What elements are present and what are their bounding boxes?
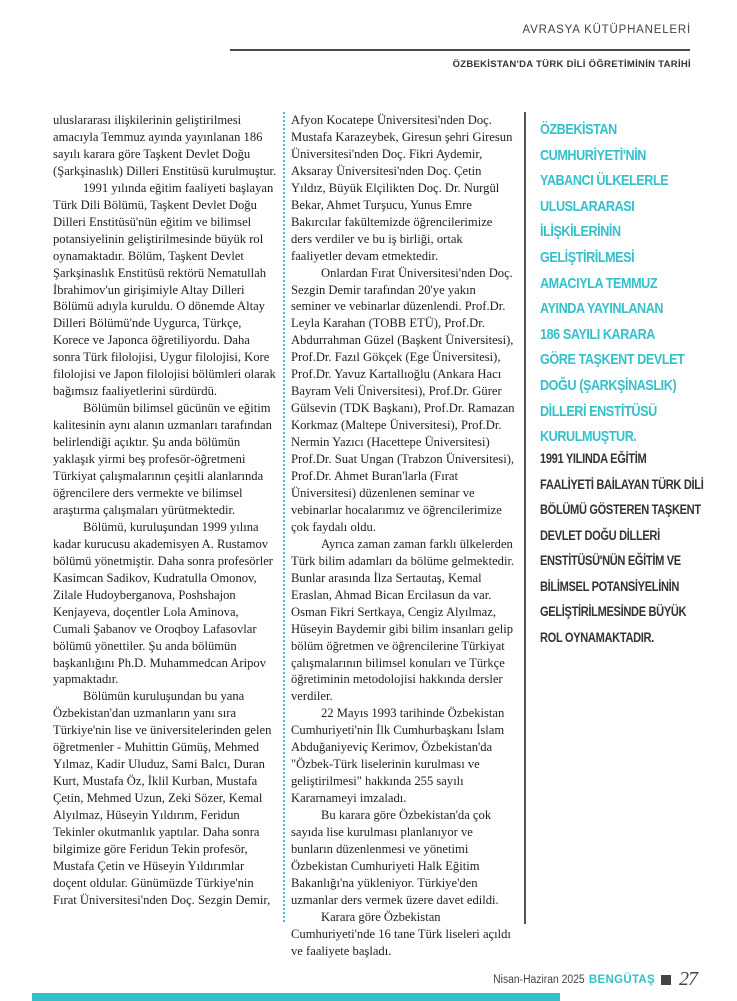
pull-quote-line: FAALİYETİ BAİLAYAN TÜRK DİLİ — [540, 476, 704, 492]
paragraph: 1991 yılında eğitim faaliyeti başlayan Türk Dili Bölümü, Taşkent Devlet Doğu Dilleri Enstitüsü'nün eğitim ve bilimsel potansiyelinin geliştirilmesinde büyük rol oynamaktadır. Bölüm, Taşkent Devlet Şarkşinaslık Enstitüsü rektörü Nematullah İbrahimov'un girişimiyle Altay Dilleri Bölümü adıyla kuruldu. O dönemde Altay Dilleri Bölümü'nde Uygurca, Türkçe, Korece ve Japonca öğretiliyordu. Daha sonra Türk filolojisi, Uygur filolojisi, Kore filolojisi ve Japon filolojisi bölümleri olarak bağımsız faaliyetlerini sürdürdü. — [53, 180, 276, 399]
page-footer — [483, 968, 697, 991]
paragraph: Afyon Kocatepe Üniversitesi'nden Doç. Mustafa Karazeybek, Giresun şehri Giresun Üniversitesi'nden Doç. Fikri Aydemir, Aksaray Üniversitesi'nden Doç. Çetin Yıldız, Büyük Elçilikten Doç. Dr. Nurgül Bekar, Ahmet Turşucu, Yunus Emre Bakırcılar fakültemizde öğrencilerimize ders verdiler ve bu iş birliği, ortak faaliyetler devam etmektedir. — [291, 113, 513, 263]
paragraph: Bölümün bilimsel gücünün ve eğitim kalitesinin aynı alanın uzmanları tarafından belirlendiği açıktır. Şu anda bölümün yaklaşık yirmi beş profesör-öğretmeni Türkiyat çalışmalarının çeşitli alanlarında öğrencilere ders vermekte ve bilimsel araştırma çalışmaları yürütmektedir. — [53, 401, 272, 517]
square-bullet-icon — [661, 975, 671, 985]
paragraph: Bu karara göre Özbekistan'da çok sayıda lise kurulması planlanıyor ve bunların düzenlenmesi ve yönetimi Özbekistan Cumhuriyeti Halk Eğitim Bakanlığı'na yükleniyor. Türkiye'den uzmanlar ders vermek üzere davet edildi. — [291, 808, 499, 907]
pull-quote-line: AYINDA YAYINLANAN — [540, 300, 664, 318]
pull-quote-line: 1991 YILINDA EĞİTİM — [540, 451, 647, 466]
paragraph: uluslararası ilişkilerinin geliştirilmesi amacıyla Temmuz ayında yayınlanan 186 sayılı karara göre Taşkent Devlet Doğu (Şarkşinaslık) Dilleri Enstitüsü kurulmuştur. — [53, 113, 277, 178]
paragraph: Onlardan Fırat Üniversitesi'nden Doç. Sezgin Demir tarafından 20'ye yakın seminer ve vebinarlar düzenlendi. Prof.Dr. Leyla Karahan (TOBB ETÜ), Prof.Dr. Abdurrahman Güzel (Başkent Üniversitesi), Prof.Dr. Fazıl Gökçek (Ege Üniversitesi), Prof.Dr. Yavuz Kartallıoğlu (Ankara Hacı Bayram Veli Üniversitesi), Prof.Dr. Gürer Gülsevin (TDK Başkanı), Prof.Dr. Ramazan Korkmaz (Maltepe Üniversitesi), Prof.Dr. Nermin Yazıcı (Hacettepe Üniversitesi) Prof.Dr. Suat Ungan (Trabzon Üniversitesi), Prof.Dr. Ahmet Buran'larla (Fırat Üniversitesi) düzenlenen seminar ve vebinarlar hocalarımız ve öğrencilerimize çok faydalı oldu. — [291, 265, 515, 534]
pull-quote-line: AMACIYLA TEMMUZ — [540, 274, 658, 292]
paragraph: Ayrıca zaman zaman farklı ülkelerden Türk bilim adamları da bölüme gelmektedir. Bunlar arasında İlza Sertautaş, Kemal Eraslan, Ahmad Bican Ercilasun da var. Osman Fikri Sertkaya, Cengiz Alyılmaz, Hüseyin Baydemir gibi bilim insanları gelip bölüm öğretmen ve öğrencilerine Türkiyat çalışmalarının bilimsel konuları ve Türkçe öğretiminin metodolojisi hakkında dersler verdiler. — [291, 536, 515, 704]
pull-quote-line: GÖRE TAŞKENT DEVLET — [540, 351, 685, 369]
pull-quote-line: DEVLET DOĞU DİLLERİ — [540, 527, 660, 543]
pull-quote-line: CUMHURİYETİ'NİN — [540, 146, 646, 164]
pull-quote-line: DİLLERİ ENSTİTÜSÜ — [540, 402, 657, 420]
body-column-1 — [53, 112, 278, 909]
pull-quote-secondary — [540, 446, 704, 650]
paragraph: Bölümün kuruluşundan bu yana Özbekistan'dan uzmanların yanı sıra Türkiye'nin lise ve üniversitelerinden gelen öğretmenler - Muhittin Gümüş, Mehmed Yılmaz, Kadir Uluduz, Sami Balcı, Duran Kurt, Mustafa Öz, İklil Kurban, Mustafa Çetin, Mehmed Uzun, Zeki Sözer, Kemal Alyılmaz, Hüseyin Yıldırım, Feridun Tekinler okutmanlık yaptılar. Daha sonra bilgimize göre Feridun Tekin profesör, Mustafa Çetin ve Hüseyin Yıldırımlar doçent oldular. Günümüzde Türkiye'nin Fırat Üniversitesi'nden Doç. Sezgin Demir, — [53, 689, 272, 907]
paragraph: 22 Mayıs 1993 tarihinde Özbekistan Cumhuriyeti'nin İlk Cumhurbaşkanı İslam Abduğaniyeviç Kerimov, Özbekistan'da "Özbek-Türk liselerinin kurulması ve geliştirilmesi" hakkında 255 sayılı Kararnameyi imzaladı. — [291, 706, 505, 806]
pull-quote-line: ULUSLARARASI — [540, 197, 635, 215]
pull-quote-line: DOĞU (ŞARKŞİNASLIK) — [540, 376, 677, 394]
pull-quote-line: 186 SAYILI KARARA — [540, 325, 655, 343]
pull-quote-line: KURULMUŞTUR. — [540, 428, 637, 446]
page-number: 27 — [679, 968, 697, 990]
body-column-2 — [291, 112, 516, 960]
issue-date: Nisan-Haziran 2025 — [493, 973, 585, 986]
paragraph: Karara göre Özbekistan Cumhuriyeti'nde 16 tane Türk liseleri açıldı ve faaliyete başladı. — [291, 909, 511, 958]
header-rule — [230, 49, 690, 51]
callout-divider — [524, 112, 526, 924]
footer-accent-bar — [32, 993, 560, 1001]
pull-quote-line: ROL OYNAMAKTADIR. — [540, 629, 654, 645]
pull-quote-line: GELİŞTİRİLMESİ — [540, 248, 635, 266]
pull-quote-line: YABANCI ÜLKELERLE — [540, 172, 669, 190]
pull-quote-primary — [540, 117, 700, 450]
article-title: ÖZBEKİSTAN'DA TÜRK DİLİ ÖĞRETİMİNİN TARİHİ — [452, 59, 691, 70]
pull-quote-line: BİLİMSEL POTANSİYELİNİN — [540, 578, 680, 594]
column-divider-dotted — [283, 112, 285, 922]
pull-quote-line: ENSTİTÜSÜ'NÜN EĞİTİM VE — [540, 553, 681, 568]
pull-quote-line: GELİŞTİRİLMESİNDE BÜYÜK — [540, 604, 687, 619]
pull-quote-line: ÖZBEKİSTAN — [540, 121, 617, 138]
pull-quote-line: İLİŞKİLERİNİN — [540, 223, 621, 241]
paragraph: Bölümü, kuruluşundan 1999 yılına kadar kurucusu akademisyen A. Rustamov bölümü yönetmiştir. Daha sonra profesörler Kasimcan Sadikov, Kudratulla Omonov, Zilale Hudoyberganova, Poshshajon Kenjayeva, doçentler Lola Aminova, Cumali Şabanov ve Oroqboy Lafasovlar bölümü yönettiler. Şu anda bölümün başkanlığını Ph.D. Muhammedcan Aripov yapmaktadır. — [53, 519, 273, 687]
running-header-title: AVRASYA KÜTÜPHANELERİ — [522, 24, 691, 36]
pull-quote-line: BÖLÜMÜ GÖSTEREN TAŞKENT — [540, 502, 701, 517]
magazine-brand: BENGÜTAŞ — [588, 973, 655, 986]
